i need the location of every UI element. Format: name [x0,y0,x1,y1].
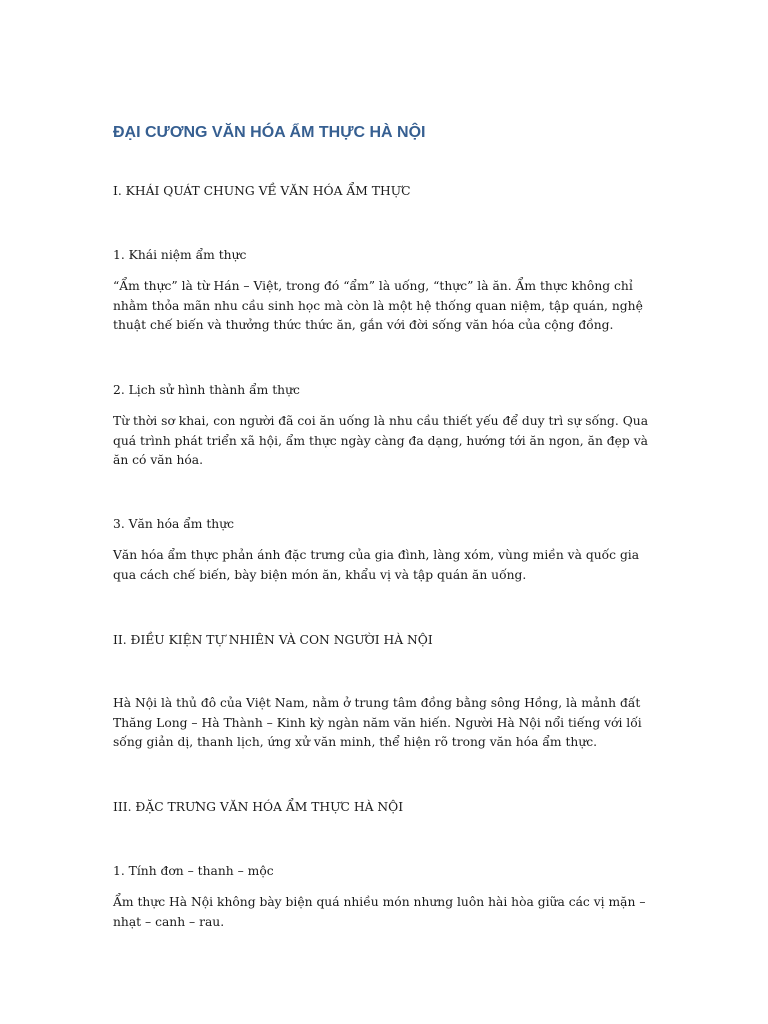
paragraph-2: Hà Nội là thủ đô của Việt Nam, nằm ở trung tâm đồng bằng sông Hồng, là mảnh đất Thăng Long – Hà Thành – Kinh kỳ ngàn năm văn hiến. Người Hà Nội nổi tiếng với lối sống giản dị, thanh lịch, ứng xử văn minh, thể hiện rõ trong văn hóa ẩm thực. [113,696,642,749]
subsection-heading-3-1: 1. Tính đơn – thanh – mộc [113,864,274,878]
section-heading-2: II. ĐIỀU KIỆN TỰ NHIÊN VÀ CON NGƯỜI HÀ NỘI [113,633,433,647]
subsection-heading-1-3: 3. Văn hóa ẩm thực [113,517,235,531]
subsection-heading-1-2: 2. Lịch sử hình thành ẩm thực [113,383,300,397]
section-heading-3: III. ĐẶC TRƯNG VĂN HÓA ẨM THỰC HÀ NỘI [113,800,404,814]
paragraph-1-3: Văn hóa ẩm thực phản ánh đặc trưng của gia đình, làng xóm, vùng miền và quốc gia qua cách chế biến, bày biện món ăn, khẩu vị và tập quán ăn uống. [113,548,640,582]
subsection-heading-1-1: 1. Khái niệm ẩm thực [113,248,247,262]
paragraph-1-1: “Ẩm thực” là từ Hán – Việt, trong đó “ẩm” là uống, “thực” là ăn. Ẩm thực không chỉ nhằm thỏa mãn nhu cầu sinh học mà còn là một hệ thống quan niệm, tập quán, nghệ thuật chế biến và thưởng thức thức ăn, gắn với đời sống văn hóa của cộng đồng. [113,279,643,332]
paragraph-1-2: Từ thời sơ khai, con người đã coi ăn uống là nhu cầu thiết yếu để duy trì sự sống. Qua quá trình phát triển xã hội, ẩm thực ngày càng đa dạng, hướng tới ăn ngon, ăn đẹp và ăn có văn hóa. [113,414,649,467]
paragraph-3-1: Ẩm thực Hà Nội không bày biện quá nhiều món nhưng luôn hài hòa giữa các vị mặn – nhạt – canh – rau. [113,895,646,929]
document-title: ĐẠI CƯƠNG VĂN HÓA ẨM THỰC HÀ NỘI [113,124,426,141]
section-heading-1: I. KHÁI QUÁT CHUNG VỀ VĂN HÓA ẨM THỰC [113,184,411,198]
